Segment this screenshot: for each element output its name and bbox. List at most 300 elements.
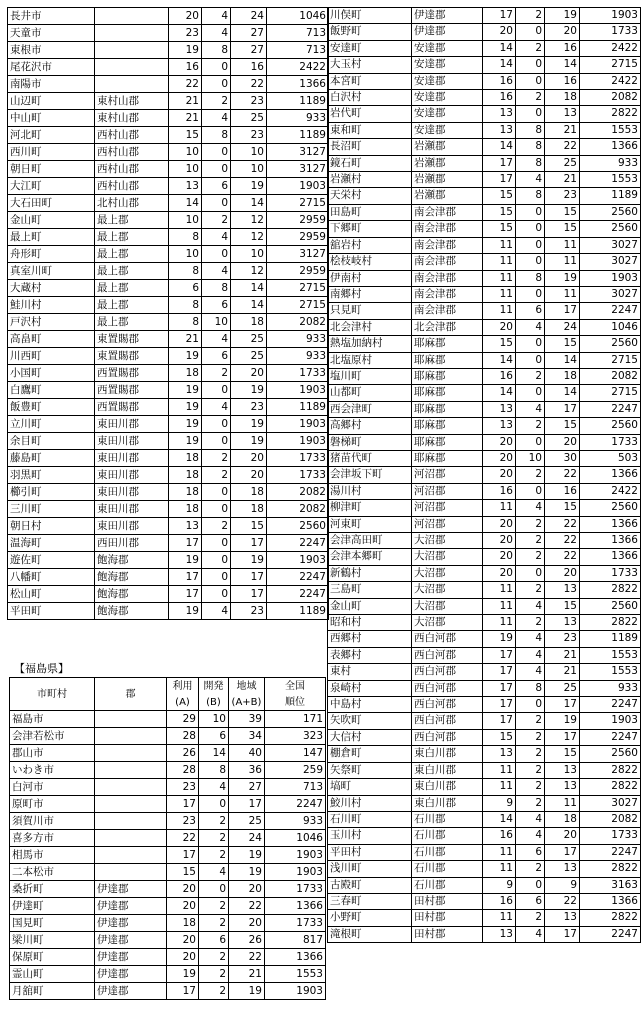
- table-row: [328, 729, 641, 745]
- cell-area: 23: [545, 188, 580, 204]
- cell-county: 大沼郡: [412, 615, 483, 631]
- cell-dev: 6: [199, 932, 229, 949]
- cell-rank: 2560: [580, 418, 641, 434]
- cell-county: [95, 59, 169, 76]
- cell-rank: 1553: [265, 966, 326, 983]
- cell-area: 20: [545, 434, 580, 450]
- cell-county: [95, 830, 167, 847]
- cell-dev: 6: [516, 844, 545, 860]
- cell-rank: 1189: [267, 399, 329, 416]
- cell-city: 東村: [328, 664, 412, 680]
- cell-area: 21: [545, 172, 580, 188]
- cell-rank: 2560: [267, 518, 329, 535]
- cell-use: 23: [167, 813, 199, 830]
- cell-city: 郡山市: [10, 745, 95, 762]
- table-row: [328, 122, 641, 138]
- cell-county: 西白河郡: [412, 647, 483, 663]
- cell-city: 須賀川市: [10, 813, 95, 830]
- cell-rank: 1903: [267, 178, 329, 195]
- cell-use: 28: [167, 762, 199, 779]
- cell-county: 最上郡: [95, 280, 169, 297]
- table-row: [328, 861, 641, 877]
- cell-rank: 1046: [580, 319, 641, 335]
- cell-city: 本宮町: [328, 73, 412, 89]
- cell-city: 滝根町: [328, 926, 412, 942]
- cell-area: 25: [545, 155, 580, 171]
- cell-area: 15: [545, 746, 580, 762]
- table-row: [328, 516, 641, 532]
- cell-rank: 1903: [265, 864, 326, 881]
- cell-dev: 2: [516, 713, 545, 729]
- table-row: [328, 680, 641, 696]
- cell-area: 22: [545, 549, 580, 565]
- cell-county: 西村山郡: [95, 178, 169, 195]
- cell-county: 西置賜郡: [95, 382, 169, 399]
- cell-area: 34: [229, 728, 265, 745]
- cell-area: 23: [231, 93, 267, 110]
- cell-city: 白沢村: [328, 90, 412, 106]
- cell-city: 棚倉町: [328, 746, 412, 762]
- cell-county: 大沼郡: [412, 565, 483, 581]
- cell-area: 21: [545, 664, 580, 680]
- table-row: [328, 155, 641, 171]
- cell-rank: 713: [265, 779, 326, 796]
- cell-city: 北塩原村: [328, 352, 412, 368]
- cell-use: 13: [483, 106, 516, 122]
- cell-dev: 10: [516, 450, 545, 466]
- cell-city: 北会津村: [328, 319, 412, 335]
- cell-city: 矢吹町: [328, 713, 412, 729]
- header-row: [10, 678, 326, 695]
- table-row: [328, 139, 641, 155]
- table-row: [328, 319, 641, 335]
- cell-use: 20: [167, 898, 199, 915]
- cell-use: 15: [483, 188, 516, 204]
- cell-rank: 933: [265, 813, 326, 830]
- cell-area: 16: [545, 483, 580, 499]
- cell-rank: 2422: [580, 73, 641, 89]
- table-row: [8, 365, 329, 382]
- cell-county: 最上郡: [95, 297, 169, 314]
- cell-city: 伊南村: [328, 270, 412, 286]
- cell-area: 20: [231, 365, 267, 382]
- cell-city: 西川町: [8, 144, 95, 161]
- cell-city: 表郷村: [328, 647, 412, 663]
- table-row: [328, 172, 641, 188]
- cell-county: 最上郡: [95, 263, 169, 280]
- table-row: [328, 565, 641, 581]
- cell-use: 17: [483, 172, 516, 188]
- table-row: [328, 8, 641, 24]
- cell-use: 17: [169, 586, 202, 603]
- cell-area: 11: [545, 237, 580, 253]
- cell-city: 朝日町: [8, 161, 95, 178]
- cell-area: 13: [545, 762, 580, 778]
- cell-area: 12: [231, 263, 267, 280]
- cell-county: 飽海郡: [95, 552, 169, 569]
- cell-area: 22: [229, 949, 265, 966]
- cell-use: 16: [483, 73, 516, 89]
- cell-use: 20: [483, 549, 516, 565]
- cell-city: 玉川村: [328, 828, 412, 844]
- cell-use: 11: [483, 762, 516, 778]
- cell-rank: 2715: [267, 280, 329, 297]
- cell-area: 22: [545, 139, 580, 155]
- cell-area: 22: [545, 893, 580, 909]
- table-row: [10, 864, 326, 881]
- cell-use: 20: [169, 8, 202, 25]
- cell-area: 17: [545, 844, 580, 860]
- table-row: [8, 297, 329, 314]
- cell-city: 鏡石町: [328, 155, 412, 171]
- cell-dev: 2: [516, 516, 545, 532]
- cell-area: 14: [231, 195, 267, 212]
- cell-rank: 2822: [580, 861, 641, 877]
- cell-area: 15: [545, 336, 580, 352]
- table-row: [8, 552, 329, 569]
- cell-city: 熱塩加納村: [328, 336, 412, 352]
- cell-county: 伊達郡: [95, 915, 167, 932]
- table-row: [328, 893, 641, 909]
- cell-dev: 14: [199, 745, 229, 762]
- cell-city: 鮫川村: [328, 795, 412, 811]
- cell-use: 17: [483, 697, 516, 713]
- cell-area: 15: [231, 518, 267, 535]
- cell-rank: 171: [265, 711, 326, 728]
- prefecture-title: 【福島県】: [14, 662, 69, 675]
- cell-dev: 4: [516, 828, 545, 844]
- cell-dev: 8: [516, 680, 545, 696]
- cell-area: 11: [545, 286, 580, 302]
- cell-area: 24: [545, 319, 580, 335]
- cell-city: 三川町: [8, 501, 95, 518]
- cell-dev: 8: [202, 42, 231, 59]
- cell-city: 舘岩村: [328, 237, 412, 253]
- table-row: [10, 847, 326, 864]
- cell-area: 22: [229, 898, 265, 915]
- cell-county: 河沼郡: [412, 483, 483, 499]
- cell-dev: 6: [202, 348, 231, 365]
- cell-dev: 4: [202, 399, 231, 416]
- table-row: [8, 42, 329, 59]
- cell-rank: 1903: [265, 983, 326, 1000]
- cell-dev: 6: [202, 297, 231, 314]
- cell-city: 白鷹町: [8, 382, 95, 399]
- cell-dev: 4: [516, 172, 545, 188]
- table-row: [328, 450, 641, 466]
- cell-use: 14: [169, 195, 202, 212]
- cell-county: 東田川郡: [95, 450, 169, 467]
- cell-county: 耶麻郡: [412, 385, 483, 401]
- cell-dev: 0: [516, 352, 545, 368]
- cell-area: 17: [545, 729, 580, 745]
- cell-area: 17: [545, 697, 580, 713]
- cell-dev: 0: [202, 59, 231, 76]
- cell-dev: 4: [516, 664, 545, 680]
- cell-use: 21: [169, 93, 202, 110]
- cell-rank: 1366: [265, 898, 326, 915]
- table-row: [8, 110, 329, 127]
- cell-area: 19: [229, 983, 265, 1000]
- cell-county: 耶麻郡: [412, 352, 483, 368]
- cell-use: 29: [167, 711, 199, 728]
- cell-rank: 2822: [580, 762, 641, 778]
- table-row: [8, 144, 329, 161]
- table-row: [328, 598, 641, 614]
- table-row: [328, 90, 641, 106]
- cell-area: 19: [231, 433, 267, 450]
- cell-area: 26: [229, 932, 265, 949]
- cell-city: 天栄村: [328, 188, 412, 204]
- table-row: [328, 500, 641, 516]
- table-row: [328, 828, 641, 844]
- cell-area: 30: [545, 450, 580, 466]
- cell-rank: 933: [267, 110, 329, 127]
- cell-rank: 2082: [267, 501, 329, 518]
- cell-dev: 0: [202, 246, 231, 263]
- cell-use: 17: [167, 796, 199, 813]
- cell-rank: 1366: [267, 76, 329, 93]
- cell-area: 13: [545, 910, 580, 926]
- cell-rank: 3127: [267, 161, 329, 178]
- cell-county: 伊達郡: [412, 24, 483, 40]
- cell-area: 17: [545, 926, 580, 942]
- cell-area: 20: [231, 467, 267, 484]
- cell-use: 15: [167, 864, 199, 881]
- cell-city: 会津高田町: [328, 533, 412, 549]
- cell-use: 18: [167, 915, 199, 932]
- cell-county: 石川郡: [412, 861, 483, 877]
- cell-use: 14: [483, 57, 516, 73]
- cell-city: 安達町: [328, 40, 412, 56]
- cell-dev: 2: [516, 729, 545, 745]
- table-row: [328, 237, 641, 253]
- cell-use: 20: [167, 881, 199, 898]
- cell-city: 山都町: [328, 385, 412, 401]
- cell-dev: 8: [516, 155, 545, 171]
- cell-city: 温海町: [8, 535, 95, 552]
- cell-area: 18: [545, 811, 580, 827]
- header-dev-sub: (B): [199, 694, 229, 711]
- cell-rank: 2247: [580, 697, 641, 713]
- cell-city: 伊達町: [10, 898, 95, 915]
- cell-county: [95, 711, 167, 728]
- cell-rank: 1733: [580, 24, 641, 40]
- cell-rank: 2715: [267, 297, 329, 314]
- cell-city: 国見町: [10, 915, 95, 932]
- cell-dev: 0: [202, 144, 231, 161]
- cell-rank: 713: [267, 42, 329, 59]
- cell-dev: 8: [516, 122, 545, 138]
- cell-dev: 2: [516, 910, 545, 926]
- cell-use: 19: [167, 966, 199, 983]
- cell-use: 18: [169, 450, 202, 467]
- cell-county: 東白川郡: [412, 779, 483, 795]
- cell-rank: 1903: [580, 270, 641, 286]
- cell-use: 18: [169, 365, 202, 382]
- cell-city: 浅川町: [328, 861, 412, 877]
- cell-rank: 3027: [580, 254, 641, 270]
- cell-rank: 3127: [267, 144, 329, 161]
- cell-area: 20: [545, 828, 580, 844]
- table-row: [8, 399, 329, 416]
- cell-use: 19: [169, 552, 202, 569]
- cell-use: 11: [483, 582, 516, 598]
- table-row: [8, 246, 329, 263]
- cell-use: 11: [483, 861, 516, 877]
- cell-county: 伊達郡: [95, 898, 167, 915]
- cell-use: 15: [169, 127, 202, 144]
- header-area-sub: (A+B): [229, 694, 265, 711]
- cell-county: 河沼郡: [412, 516, 483, 532]
- cell-county: 河沼郡: [412, 467, 483, 483]
- cell-use: 9: [483, 795, 516, 811]
- cell-dev: 4: [202, 25, 231, 42]
- cell-dev: 0: [202, 416, 231, 433]
- cell-rank: 1733: [580, 565, 641, 581]
- cell-county: 安達郡: [412, 73, 483, 89]
- cell-rank: 323: [265, 728, 326, 745]
- cell-city: 霊山町: [10, 966, 95, 983]
- cell-area: 16: [231, 59, 267, 76]
- table-row: [8, 314, 329, 331]
- table-row: [328, 746, 641, 762]
- header-use: 利用: [167, 678, 199, 695]
- cell-county: 安達郡: [412, 57, 483, 73]
- cell-city: 会津坂下町: [328, 467, 412, 483]
- table-row: [328, 385, 641, 401]
- cell-dev: 2: [516, 549, 545, 565]
- cell-rank: 2560: [580, 204, 641, 220]
- table-row: [328, 204, 641, 220]
- cell-city: 中山町: [8, 110, 95, 127]
- cell-county: 岩瀬郡: [412, 188, 483, 204]
- cell-dev: 2: [516, 533, 545, 549]
- cell-dev: 0: [202, 161, 231, 178]
- cell-use: 13: [483, 401, 516, 417]
- cell-rank: 2560: [580, 598, 641, 614]
- cell-dev: 0: [199, 796, 229, 813]
- cell-use: 11: [483, 910, 516, 926]
- table-row: [328, 779, 641, 795]
- cell-rank: 1046: [267, 8, 329, 25]
- cell-use: 20: [167, 932, 199, 949]
- cell-county: 耶麻郡: [412, 336, 483, 352]
- cell-county: 耶麻郡: [412, 434, 483, 450]
- cell-use: 15: [483, 204, 516, 220]
- cell-use: 19: [169, 399, 202, 416]
- cell-area: 18: [231, 314, 267, 331]
- cell-city: 三島町: [328, 582, 412, 598]
- cell-county: 東田川郡: [95, 518, 169, 535]
- cell-use: 14: [483, 139, 516, 155]
- cell-dev: 0: [516, 697, 545, 713]
- right-table: [327, 7, 641, 943]
- table-row: [328, 352, 641, 368]
- table-row: [10, 762, 326, 779]
- cell-county: 南会津郡: [412, 270, 483, 286]
- cell-area: 17: [545, 303, 580, 319]
- cell-area: 18: [231, 484, 267, 501]
- cell-area: 15: [545, 500, 580, 516]
- cell-use: 20: [167, 949, 199, 966]
- cell-dev: 4: [516, 401, 545, 417]
- table-row: [10, 711, 326, 728]
- cell-city: 大江町: [8, 178, 95, 195]
- cell-area: 13: [545, 861, 580, 877]
- cell-dev: 0: [202, 76, 231, 93]
- cell-use: 11: [483, 237, 516, 253]
- cell-rank: 2715: [580, 352, 641, 368]
- table-row: [8, 331, 329, 348]
- cell-use: 20: [483, 24, 516, 40]
- cell-city: 平田村: [328, 844, 412, 860]
- cell-city: 中島村: [328, 697, 412, 713]
- table-row: [8, 467, 329, 484]
- cell-city: 桧枝岐村: [328, 254, 412, 270]
- cell-rank: 2560: [580, 500, 641, 516]
- cell-dev: 2: [516, 8, 545, 24]
- table-row: [10, 830, 326, 847]
- cell-area: 23: [545, 631, 580, 647]
- cell-dev: 0: [202, 501, 231, 518]
- cell-area: 13: [545, 779, 580, 795]
- cell-area: 19: [231, 416, 267, 433]
- cell-city: 柳津町: [328, 500, 412, 516]
- cell-dev: 4: [516, 811, 545, 827]
- cell-dev: 4: [202, 603, 231, 620]
- cell-use: 20: [483, 319, 516, 335]
- cell-use: 16: [483, 483, 516, 499]
- table-row: [8, 280, 329, 297]
- cell-city: 石川町: [328, 811, 412, 827]
- cell-county: [95, 728, 167, 745]
- table-row: [328, 844, 641, 860]
- cell-area: 16: [545, 73, 580, 89]
- cell-use: 13: [483, 746, 516, 762]
- cell-use: 20: [483, 450, 516, 466]
- cell-county: 伊達郡: [95, 983, 167, 1000]
- cell-dev: 2: [516, 368, 545, 384]
- cell-use: 8: [169, 297, 202, 314]
- cell-rank: 3027: [580, 795, 641, 811]
- cell-rank: 2422: [267, 59, 329, 76]
- cell-area: 18: [545, 90, 580, 106]
- cell-rank: 147: [265, 745, 326, 762]
- cell-city: 二本松市: [10, 864, 95, 881]
- cell-dev: 4: [202, 8, 231, 25]
- cell-rank: 1903: [265, 847, 326, 864]
- cell-use: 17: [167, 983, 199, 1000]
- cell-use: 18: [169, 467, 202, 484]
- cell-area: 25: [231, 348, 267, 365]
- cell-city: 下郷町: [328, 221, 412, 237]
- cell-dev: 0: [516, 73, 545, 89]
- cell-city: 小野町: [328, 910, 412, 926]
- cell-rank: 3027: [580, 286, 641, 302]
- cell-use: 11: [483, 598, 516, 614]
- table-row: [8, 263, 329, 280]
- cell-use: 17: [483, 664, 516, 680]
- cell-rank: 2715: [580, 57, 641, 73]
- cell-city: 田島町: [328, 204, 412, 220]
- cell-city: 会津本郷町: [328, 549, 412, 565]
- left-top-table: [7, 7, 329, 620]
- cell-county: 最上郡: [95, 229, 169, 246]
- cell-county: 西白河郡: [412, 713, 483, 729]
- cell-area: 20: [545, 565, 580, 581]
- cell-city: 三春町: [328, 893, 412, 909]
